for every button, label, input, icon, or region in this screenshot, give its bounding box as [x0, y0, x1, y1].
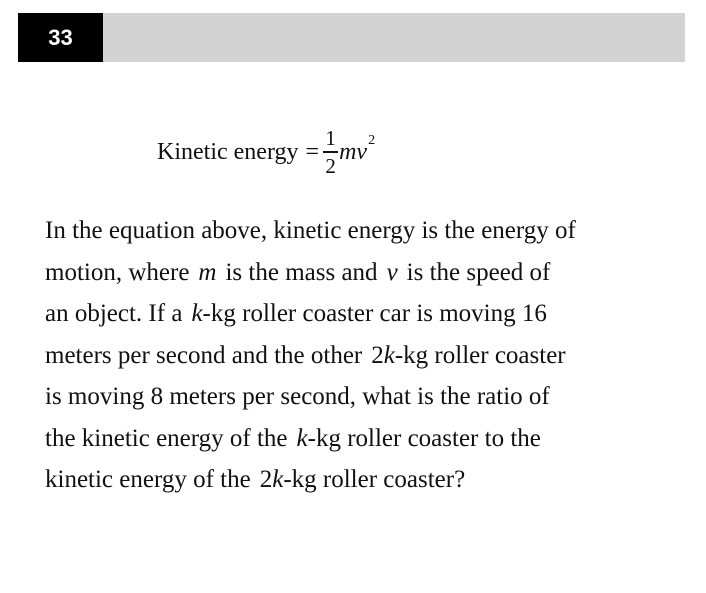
text-segment: is the mass and	[225, 258, 378, 286]
text-segment: meters per second and the other	[45, 341, 363, 369]
text-segment: -kg roller coaster to the	[307, 424, 541, 452]
text-segment: -kg roller coaster?	[283, 466, 466, 493]
variable-v: v	[356, 138, 368, 165]
question-line-6	[45, 420, 695, 462]
equation-lhs: Kinetic energy	[157, 138, 299, 165]
fraction-denominator: 2	[325, 153, 336, 178]
text-segment: kinetic energy of the	[45, 466, 251, 493]
question-line-5	[45, 378, 695, 420]
text-segment: an object. If a	[45, 300, 183, 327]
text-segment: -kg roller coaster	[394, 341, 566, 369]
text-segment: In the equation above, kinetic energy is the energy of	[45, 217, 576, 244]
text-segment: motion, where	[45, 258, 190, 286]
text-segment: is moving 8 meters per second, what is the ratio of	[45, 383, 550, 410]
kinetic-energy-equation	[157, 112, 375, 192]
variable-v-inline: v	[386, 258, 398, 286]
exponent-2: 2	[368, 133, 376, 148]
variable-k-inline: k	[383, 341, 395, 369]
variable-k-inline: k	[191, 300, 203, 327]
text-segment: the kinetic energy of the	[45, 424, 288, 452]
variable-k-inline: k	[272, 466, 284, 493]
question-line-3	[45, 295, 695, 337]
variable-k-inline: k	[296, 424, 308, 452]
fraction-bar	[323, 151, 338, 153]
question-text	[45, 212, 695, 503]
coefficient-2: 2	[259, 466, 273, 493]
question-header-bar	[18, 13, 685, 62]
question-number-badge: 33	[18, 13, 103, 62]
text-segment: -kg roller coaster car is moving 16	[202, 300, 547, 327]
question-line-2	[45, 254, 695, 296]
question-line-7	[45, 461, 695, 503]
fraction-numerator: 1	[325, 126, 336, 151]
fraction-one-half	[323, 126, 338, 178]
text-segment: is the speed of	[406, 258, 551, 286]
variable-m-inline: m	[198, 258, 217, 286]
variable-m: m	[339, 138, 357, 165]
equals-sign: =	[305, 138, 320, 165]
question-line-1	[45, 212, 695, 254]
question-line-4	[45, 337, 695, 379]
coefficient-2: 2	[371, 341, 384, 369]
